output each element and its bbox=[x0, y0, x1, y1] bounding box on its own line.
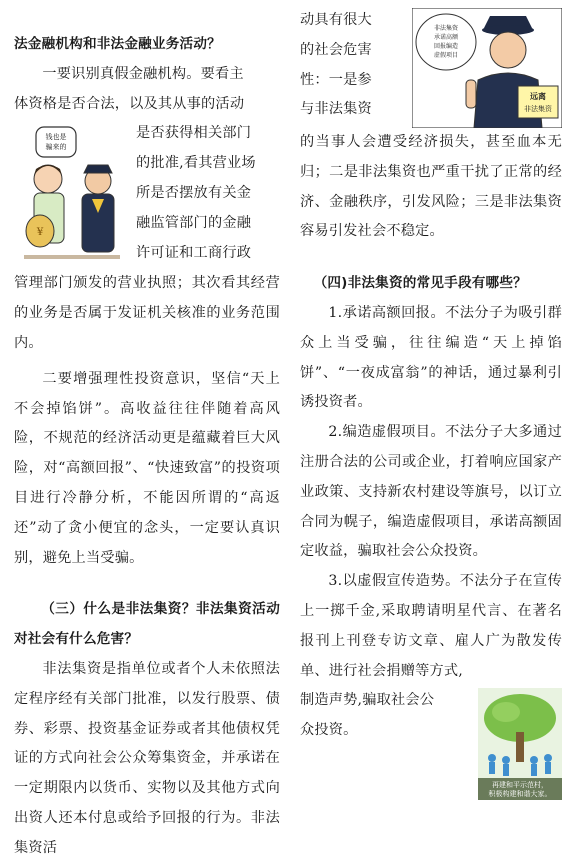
paragraph-4-rest: 的当事人会遭受经济损失，甚至血本无归；二是非法集资也严重干扰了正常的经济、金融秩序，引发风险；三是非法集资容易引发社会不稳定。 bbox=[300, 134, 562, 240]
paragraph-4-wrap-line: 性：一是参 bbox=[300, 71, 372, 88]
svg-text:远离: 远离 bbox=[530, 91, 546, 101]
svg-text:非法集资: 非法集资 bbox=[433, 25, 459, 32]
method-2-paragraph: 2.编造虚假项目。不法分子大多通过注册合法的公司或企业，打着响应国家产业政策、支持新农村建设等旗号，以订立合同为幌子，编造虚假项目，承诺高额固定收益，骗取社会公众投资。 bbox=[300, 424, 562, 560]
section-4-heading: （四)非法集资的常见手段有哪些？ bbox=[313, 275, 527, 292]
svg-text:骗来的: 骗来的 bbox=[45, 143, 67, 152]
paragraph-1-wrap-line: 是否获得相关部门 bbox=[136, 125, 252, 142]
section-heading-tail: 法金融机构和非法金融业务活动？ bbox=[14, 36, 221, 52]
svg-text:钱也是: 钱也是 bbox=[45, 133, 67, 142]
right-column bbox=[300, 0, 562, 800]
svg-text:承诺高额: 承诺高额 bbox=[433, 34, 459, 41]
fraud-cartoon bbox=[14, 121, 130, 269]
section-3-heading: （三）什么是非法集资？非法集资活动对社会有什么危害？ bbox=[14, 601, 280, 648]
svg-text:虚假项目: 虚假项目 bbox=[433, 52, 459, 59]
paragraph-1-wrap-line: 的批准,看其营业场 bbox=[136, 155, 256, 172]
paragraph-3: 非法集资是指单位或者个人未依照法定程序经有关部门批准，以发行股票、债券、彩票、投资基金证券或者其他债权凭证的方式向社会公众筹集资金，并承诺在一定期限内以货币、实物以及其他方式向出资人还本付息或给予回报的行为。非法集资活 bbox=[14, 660, 280, 856]
fraud-cartoon-illustration bbox=[14, 121, 130, 269]
police-cartoon bbox=[412, 8, 562, 128]
tree-caption-line-2: 积极构建和谐大家。 bbox=[488, 790, 552, 799]
method-3-wrap-line: 制造声势,骗取社会公 bbox=[300, 692, 435, 709]
method-3-wrap-line: 众投资。 bbox=[300, 722, 358, 739]
method-3-wrap bbox=[300, 686, 562, 800]
paragraph-4-wrap-line: 动具有很大 bbox=[300, 12, 372, 28]
left-column bbox=[14, 0, 280, 864]
paragraph-1-line-1: 一要识别真假金融机构。要看主 bbox=[42, 65, 244, 82]
method-1-paragraph: 1.承诺高额回报。不法分子为吸引群众上当受骗，往往编造“天上掉馅饼”、“一夜成富翁”的神话，通过暴利引诱投资者。 bbox=[300, 304, 562, 411]
paragraph-4-wrap-line: 的社会危害 bbox=[300, 41, 372, 58]
paragraph-1-wrap-line: 所是否摆放有关金 bbox=[136, 184, 252, 201]
paragraph-1-wrap bbox=[14, 119, 280, 269]
method-3-paragraph: 3.以虚假宣传造势。不法分子在宣传上一掷千金,采取聘请明星代言、在著名报刊上刊登专访文章、雇人广为散发传单、进行社会捐赠等方式, bbox=[300, 573, 562, 679]
police-cartoon-illustration bbox=[412, 8, 562, 128]
svg-text:¥: ¥ bbox=[36, 227, 44, 239]
paragraph-1-wrap-line: 融监管部门的金融 bbox=[136, 214, 252, 231]
paragraph-1-rest: 管理部门颁发的营业执照；其次看其经营的业务是否属于发证机关核准的业务范围内。 bbox=[14, 275, 280, 351]
paragraph-1-line-2: 体资格是否合法，以及其从事的活动 bbox=[14, 95, 245, 112]
paragraph-4-wrap bbox=[300, 6, 562, 128]
tree-caption-line-1: 再建和平示范村， bbox=[492, 781, 548, 790]
paragraph-4-wrap-line: 与非法集资 bbox=[300, 101, 372, 118]
svg-text:回报编造: 回报编造 bbox=[433, 43, 459, 50]
community-tree-illustration bbox=[478, 688, 562, 800]
paragraph-2: 二要增强理性投资意识，坚信“天上不会掉馅饼”。高收益往往伴随着高风险，不规范的经济活动更是蕴藏着巨大风险，对“高额回报”、“快速致富”的投资项目进行冷静分析，不能因所谓的“高返还”动了贪小便宜的念头，一定要认真识别，避免上当受骗。 bbox=[14, 370, 280, 566]
community-tree-figure bbox=[478, 688, 562, 800]
svg-text:非法集资: 非法集资 bbox=[524, 105, 552, 113]
paragraph-1-wrap-line: 许可证和工商行政 bbox=[136, 244, 252, 261]
